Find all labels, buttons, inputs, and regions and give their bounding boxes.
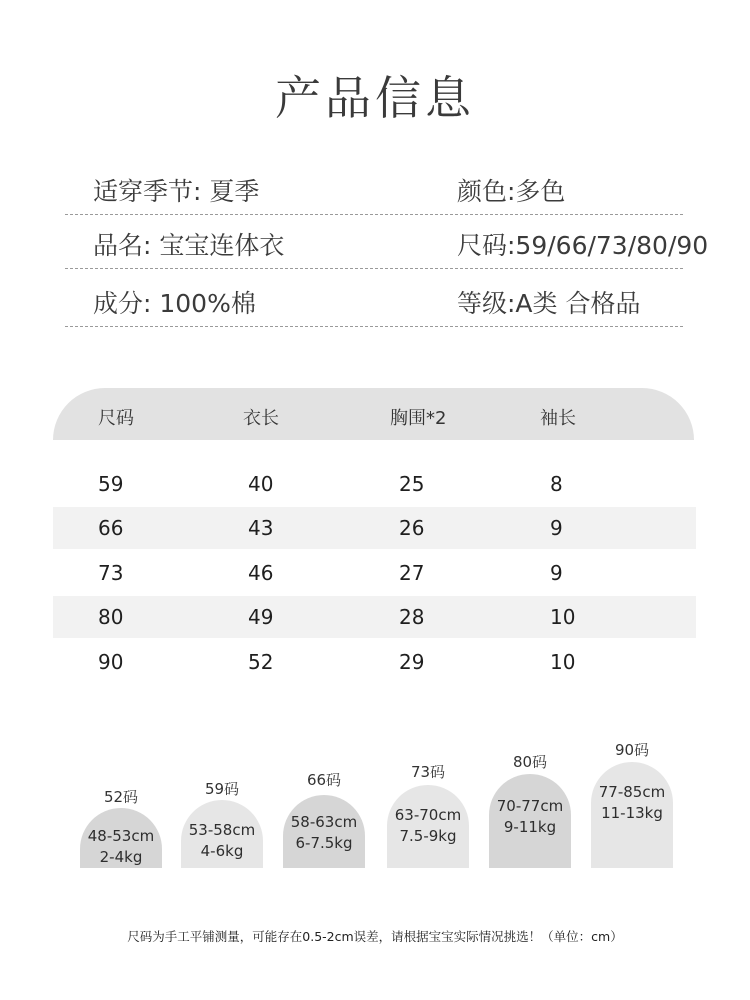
table-row	[53, 552, 696, 594]
size-guide-range: 77-85cm	[598, 783, 666, 801]
table-cell: 29	[399, 650, 425, 674]
info-material: 成分: 100%棉	[93, 289, 256, 318]
table-cell: 8	[550, 472, 563, 496]
info-row-name-size	[65, 222, 709, 269]
table-header-size: 尺码	[98, 408, 134, 429]
table-cell: 10	[550, 605, 576, 629]
size-guide-weight: 11-13kg	[601, 804, 663, 822]
size-guide-weight: 6-7.5kg	[295, 834, 353, 852]
info-season: 适穿季节: 夏季	[93, 177, 260, 206]
size-guide-range: 70-77cm	[496, 797, 564, 815]
info-color: 颜色:多色	[457, 177, 566, 206]
size-guide-label-80: 80码	[512, 753, 548, 771]
table-cell: 27	[399, 561, 425, 585]
size-guide-dome-90	[591, 762, 673, 868]
table-row	[53, 596, 696, 638]
info-row-season-color	[65, 168, 683, 215]
table-row	[53, 463, 696, 505]
size-guide-range: 48-53cm	[87, 827, 155, 845]
size-guide-weight: 7.5-9kg	[399, 827, 457, 845]
size-guide-label-66: 66码	[306, 771, 342, 789]
table-cell: 43	[248, 516, 274, 540]
size-guide-range: 63-70cm	[394, 806, 462, 824]
info-grade: 等级:A类 合格品	[457, 289, 641, 318]
table-cell: 80	[98, 605, 124, 629]
size-guide-weight: 2-4kg	[99, 848, 143, 866]
size-guide-label-90: 90码	[614, 741, 650, 759]
page-title: 产品信息	[275, 71, 475, 125]
size-table-header-bg	[53, 388, 694, 440]
size-guide-weight: 9-11kg	[503, 818, 557, 836]
table-row	[53, 641, 696, 683]
size-guide-range: 58-63cm	[290, 813, 358, 831]
measurement-footnote: 尺码为手工平铺测量，可能存在0.5-2cm误差，请根据宝宝实际情况挑选！（单位：cm）	[127, 929, 623, 944]
info-row-material-grade	[65, 280, 683, 327]
table-cell: 9	[550, 516, 563, 540]
table-cell: 25	[399, 472, 425, 496]
size-guide-range: 53-58cm	[188, 821, 256, 839]
size-guide-label-73: 73码	[410, 763, 446, 781]
table-cell: 73	[98, 561, 124, 585]
table-cell: 28	[399, 605, 425, 629]
table-cell: 49	[248, 605, 274, 629]
table-header-length: 衣长	[243, 408, 279, 429]
size-guide-label-52: 52码	[103, 788, 139, 806]
table-cell: 9	[550, 561, 563, 585]
size-guide-label-59: 59码	[204, 780, 240, 798]
table-row	[53, 507, 696, 549]
size-guide-dome-73	[387, 785, 469, 868]
table-cell: 26	[399, 516, 425, 540]
info-sizes: 尺码:59/66/73/80/90	[457, 231, 709, 260]
table-cell: 90	[98, 650, 124, 674]
table-cell: 40	[248, 472, 274, 496]
table-cell: 52	[248, 650, 274, 674]
size-guide-dome-59	[181, 800, 263, 868]
table-cell: 66	[98, 516, 124, 540]
table-header-sleeve: 袖长	[540, 408, 576, 429]
table-cell: 46	[248, 561, 274, 585]
size-guide-dome-66	[283, 795, 365, 868]
size-guide-weight: 4-6kg	[200, 842, 244, 860]
size-guide-dome-52	[80, 808, 162, 868]
size-guide-dome-80	[489, 774, 571, 868]
table-cell: 59	[98, 472, 124, 496]
table-header-chest: 胸围*2	[390, 408, 447, 429]
table-cell: 10	[550, 650, 576, 674]
info-product-name: 品名: 宝宝连体衣	[93, 231, 285, 260]
